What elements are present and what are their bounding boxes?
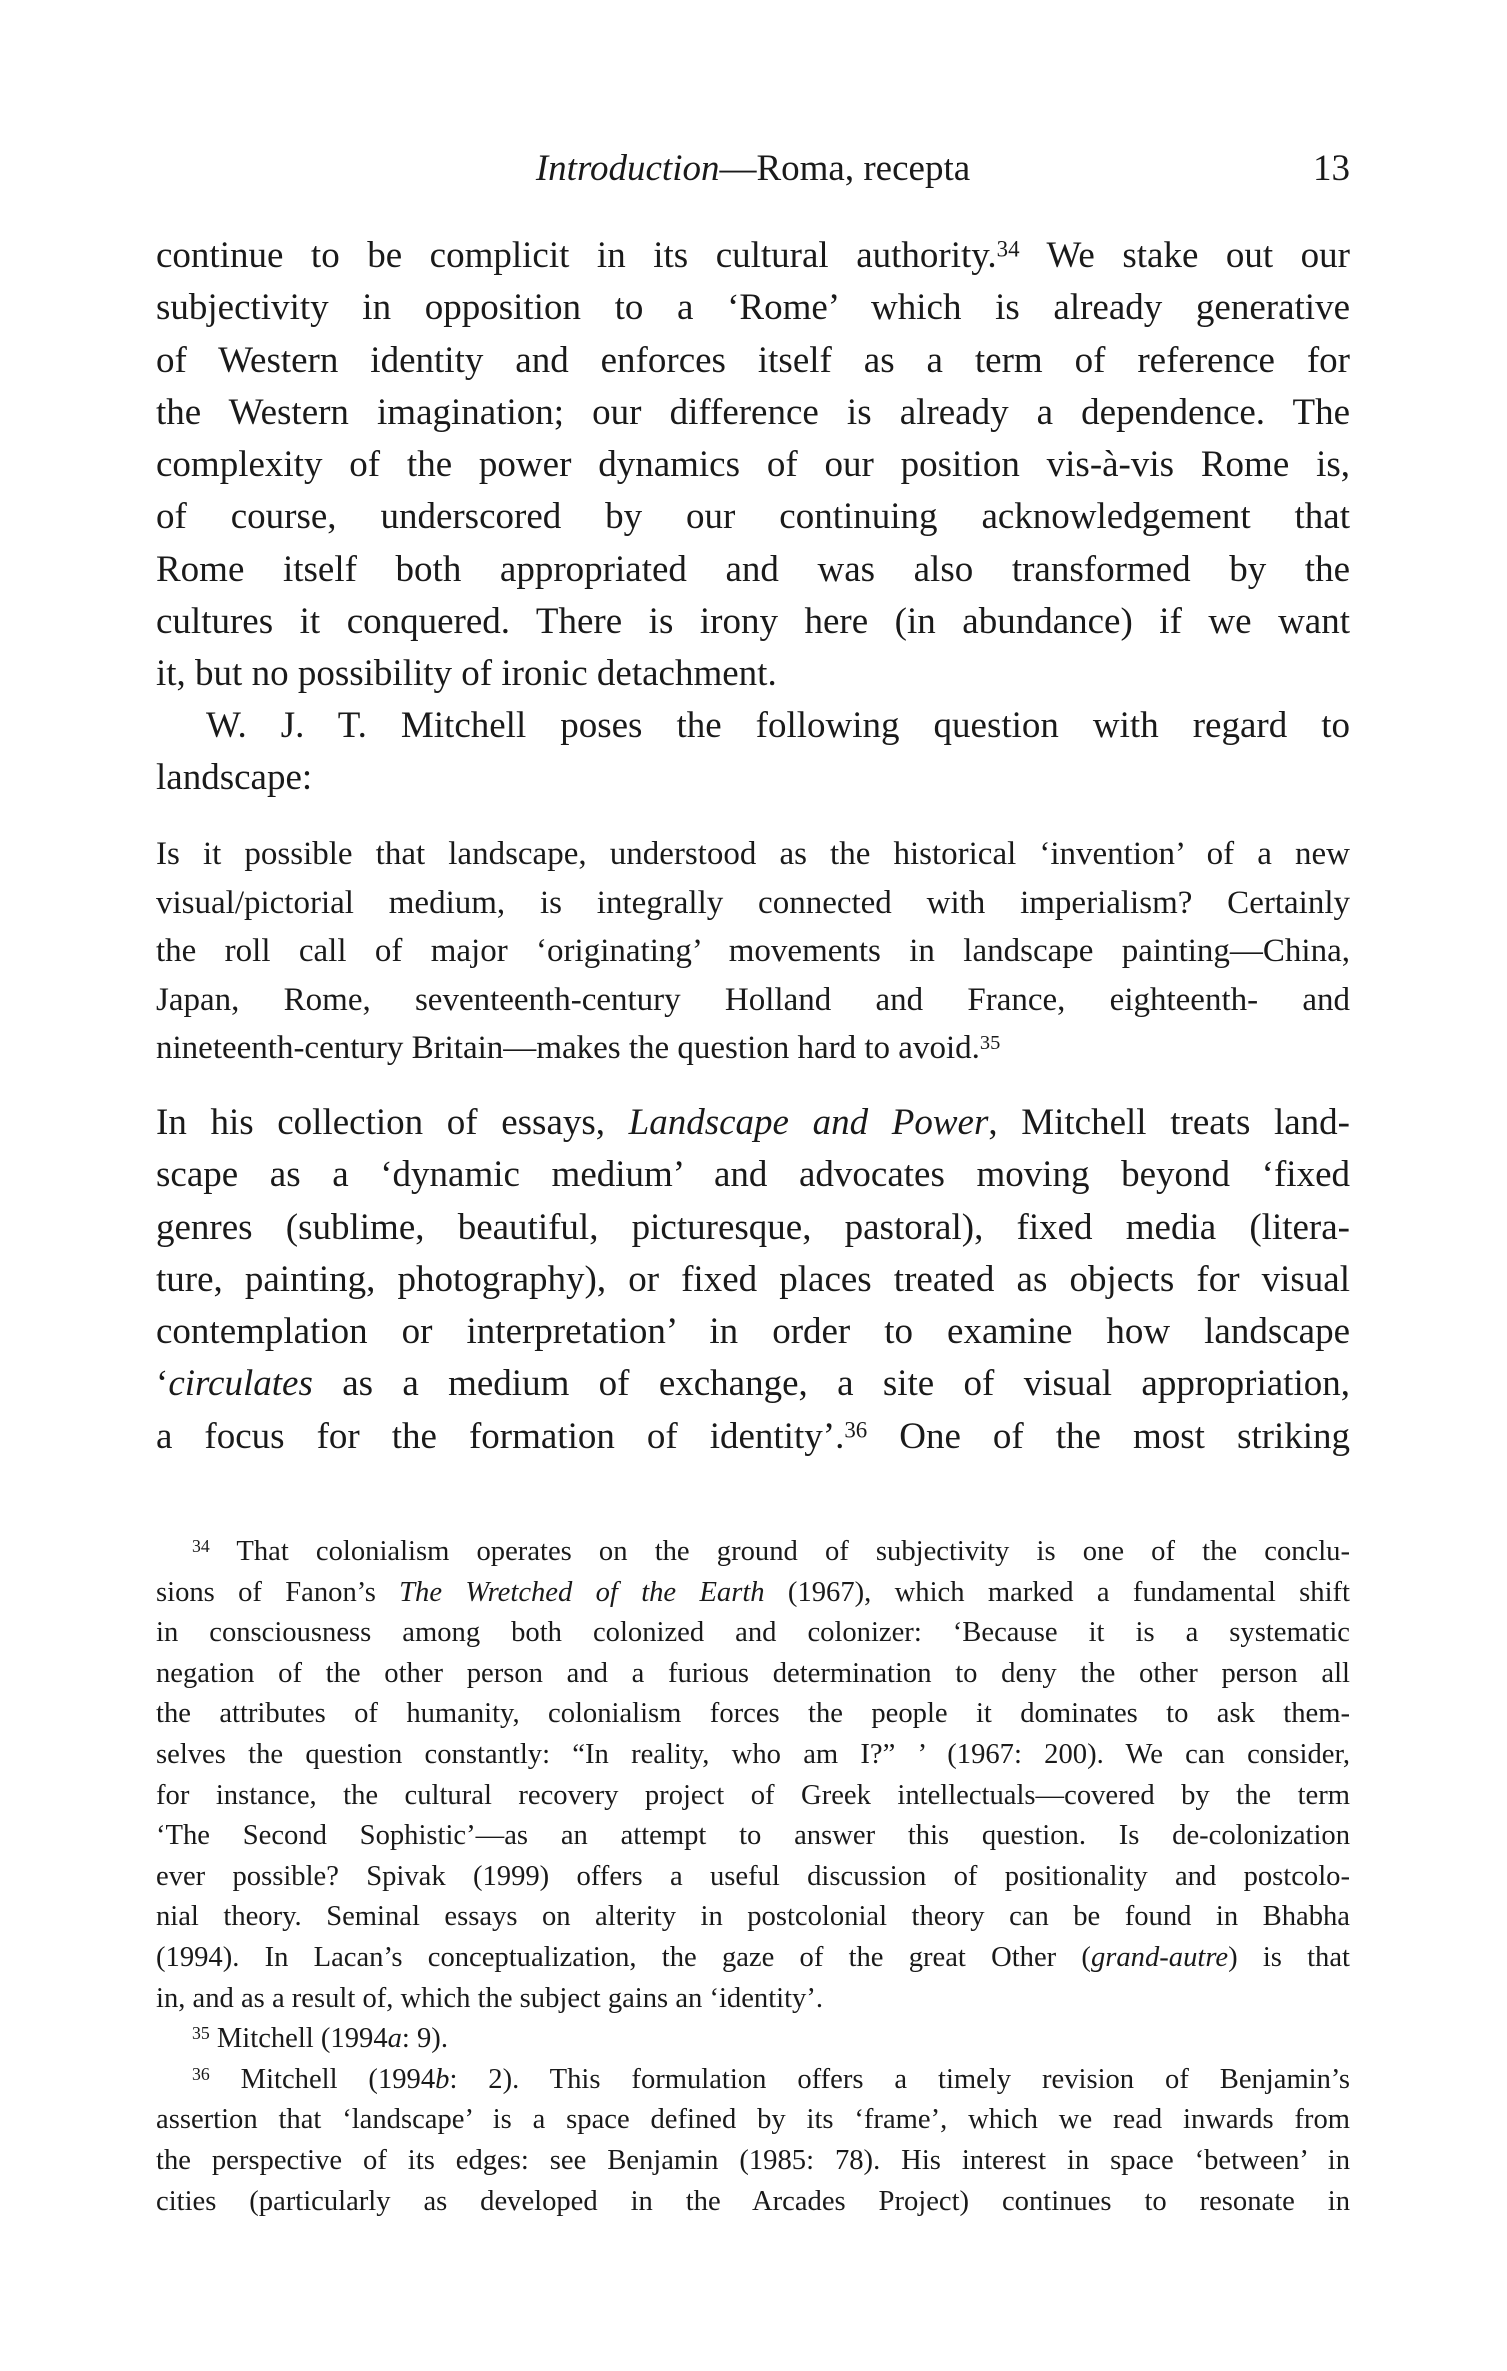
italic-letter: b — [435, 2063, 450, 2095]
text-line — [156, 1411, 1350, 1463]
text-span: That colonialism operates on the ground of subjectivity is one of the conclu- — [236, 1536, 1350, 1567]
text-span: One of the most striking — [867, 1415, 1351, 1457]
text-line: Rome itself both appropriated and was also transformed by the — [156, 548, 1350, 590]
text-line — [156, 230, 1350, 282]
text-span: continue to be complicit in its cultural authority. — [156, 235, 997, 276]
footnotes — [156, 1532, 1350, 2222]
quote-line: the roll call of major ‘originating’ movements in landscape painting—China, — [156, 933, 1350, 970]
quote-line: Japan, Rome, seventeenth-century Holland and France, eighteenth- and — [156, 981, 1350, 1018]
italic-term: circulates — [168, 1363, 313, 1405]
text-line — [156, 1097, 1350, 1149]
text-line — [156, 1358, 1350, 1410]
footnote-34-line — [156, 1573, 1350, 1614]
text-span: as a medium of exchange, a site of visual appropriation, — [312, 1363, 1350, 1405]
text-span: Mitchell (1994 — [240, 2063, 436, 2095]
footnote-ref-34[interactable]: 34 — [996, 236, 1020, 262]
text-line: contemplation or interpretation’ in order to examine how landscape — [156, 1311, 1350, 1353]
italic-term: grand-autre — [1090, 1941, 1229, 1973]
text-span: : 9). — [401, 2023, 448, 2055]
footnote-34-line: the attributes of humanity, colonialism forces the people it dominates to ask them- — [156, 1698, 1350, 1730]
quote-line: Is it possible that landscape, understood as the historical ‘invention’ of a new — [156, 836, 1350, 872]
footnote-36-line: the perspective of its edges: see Benjamin (1985: 78). His interest in space ‘between’ in — [156, 2144, 1350, 2176]
running-title-rest: —Roma, recepta — [719, 148, 971, 189]
text-span: , Mitchell treats land- — [988, 1102, 1350, 1143]
text-span: Mitchell (1994 — [216, 2023, 388, 2055]
footnote-36-line: assertion that ‘landscape’ is a space defined by its ‘frame’, which we read inwards from — [156, 2104, 1350, 2136]
text-line: of Western identity and enforces itself as a term of reference for — [156, 339, 1350, 381]
footnote-34-line: nial theory. Seminal essays on alterity in postcolonial theory can be found in Bhabha — [156, 1901, 1350, 1933]
footnote-34-line: in consciousness among both colonized and colonizer: ‘Because it is a systematic — [156, 1617, 1350, 1649]
text-line: of course, underscored by our continuing acknowledgement that — [156, 496, 1350, 538]
paragraph-2 — [156, 700, 1350, 805]
footnote-35-line — [156, 2019, 1350, 2060]
text-span: (1994). In Lacan’s conceptualization, the gaze of the great Other ( — [156, 1941, 1091, 1973]
text-span: In his collection of essays, — [156, 1102, 629, 1143]
footnote-number-34: 34 — [192, 1536, 210, 1557]
page-number: 13 — [1313, 148, 1350, 189]
text-line: cultures it conquered. There is irony here (in abundance) if we want — [156, 601, 1350, 643]
book-title-italic: Landscape and Power — [628, 1102, 989, 1143]
book-title-italic: The Wretched of the Earth — [399, 1576, 765, 1608]
text-span: We stake out our — [1019, 235, 1350, 276]
paragraph-1 — [156, 230, 1350, 701]
text-line: the Western imagination; our difference is already a dependence. The — [156, 391, 1350, 433]
paragraph-3 — [156, 1097, 1350, 1463]
text-span: : 2). This formulation offers a timely revision of Benjamin’s — [449, 2063, 1350, 2095]
footnote-ref-35[interactable]: 35 — [979, 1032, 1001, 1055]
footnote-34-line: ever possible? Spivak (1999) offers a useful discussion of positionality and postcolo- — [156, 1860, 1350, 1892]
quote-line: visual/pictorial medium, is integrally connected with imperialism? Certainly — [156, 884, 1350, 921]
text-line: it, but no possibility of ironic detachment. — [156, 653, 777, 695]
italic-letter: a — [387, 2023, 402, 2055]
text-line: complexity of the power dynamics of our position vis-à-vis Rome is, — [156, 444, 1350, 486]
text-line: scape as a ‘dynamic medium’ and advocates moving beyond ‘fixed — [156, 1154, 1350, 1196]
text-span: (1967), which marked a fundamental shift — [764, 1576, 1350, 1608]
text-line: W. J. T. Mitchell poses the following question with regard to — [206, 705, 1350, 746]
footnote-34-line — [156, 1938, 1350, 1979]
footnote-34-line: selves the question constantly: “In reality, who am I?” ’ (1967: 200). We can consider, — [156, 1738, 1350, 1770]
text-line: landscape: — [156, 757, 313, 799]
text-span: ‘ — [156, 1363, 169, 1405]
footnote-36-line: cities (particularly as developed in the Arcades Project) continues to resonate in — [156, 2185, 1350, 2217]
text-line: ture, painting, photography), or fixed places treated as objects for visual — [156, 1258, 1350, 1300]
footnote-number-35: 35 — [192, 2023, 210, 2044]
footnote-number-36: 36 — [192, 2063, 210, 2084]
running-head — [156, 144, 1350, 194]
quote-line — [156, 1024, 1350, 1073]
running-title-italic: Introduction — [535, 148, 720, 189]
footnote-36-line — [156, 2060, 1350, 2101]
block-quote — [156, 830, 1350, 1073]
running-title — [156, 144, 1350, 194]
text-span: sions of Fanon’s — [156, 1576, 400, 1608]
footnote-34-line — [156, 1532, 1350, 1573]
text-span: nineteenth-century Britain—makes the question hard to avoid. — [156, 1030, 980, 1067]
text-line: genres (sublime, beautiful, picturesque, pastoral), fixed media (litera- — [156, 1206, 1350, 1248]
footnote-ref-36[interactable]: 36 — [844, 1417, 868, 1443]
footnote-34-line: negation of the other person and a furious determination to deny the other person all — [156, 1657, 1350, 1689]
text-span: a focus for the formation of identity’. — [156, 1415, 845, 1457]
footnote-34-line: ‘The Second Sophistic’—as an attempt to answer this question. Is de-colonization — [156, 1820, 1350, 1852]
text-line: subjectivity in opposition to a ‘Rome’ which is already generative — [156, 287, 1350, 329]
text-span: ) is that — [1228, 1941, 1350, 1973]
footnote-34-line: in, and as a result of, which the subject gains an ‘identity’. — [156, 1982, 824, 2014]
footnote-34-line: for instance, the cultural recovery project of Greek intellectuals—covered by the term — [156, 1779, 1350, 1811]
